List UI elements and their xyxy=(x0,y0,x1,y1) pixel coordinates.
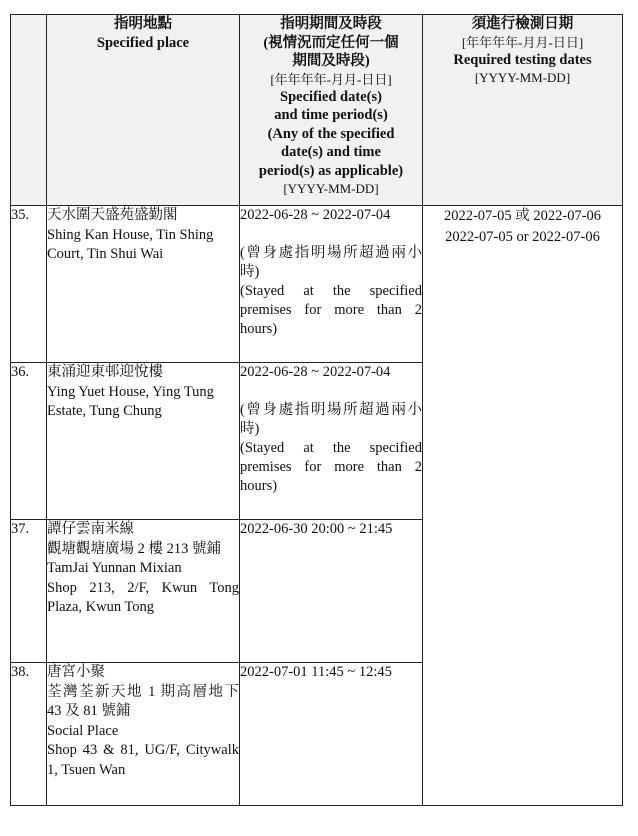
period-range: 2022-06-28 ~ 2022-07-04 xyxy=(240,207,391,223)
header-dates-format-en: [YYYY-MM-DD] xyxy=(474,70,571,85)
header-specified-period xyxy=(240,15,423,206)
period-cell xyxy=(240,206,423,363)
period-note-zh: (曾身處指明場所超過兩小時) xyxy=(240,245,422,280)
required-dates-en: 2022-07-05 or 2022-07-06 xyxy=(445,229,600,245)
header-dates-en: Required testing dates xyxy=(453,51,592,68)
place-address-en: Shop 213, 2/F, Kwun Tong Plaza, Kwun Tong xyxy=(47,579,239,615)
place-address-en: Shop 43 & 81, UG/F, Citywalk 1, Tsuen Wan xyxy=(47,742,239,778)
header-period-zh-2: (視情況而定任何一個 xyxy=(263,34,399,51)
row-number: 36. xyxy=(11,363,47,520)
place-name-zh: 譚仔雲南米線 xyxy=(47,521,134,537)
place-name-en: Ying Yuet House, Ying Tung Estate, Tung Chung xyxy=(47,383,214,419)
header-period-zh-1: 指明期間及時段 xyxy=(280,16,382,32)
header-period-en-4: date(s) and time xyxy=(281,144,381,160)
place-name-en: Social Place xyxy=(47,722,119,739)
period-note-en: (Stayed at the specified premises for more than 2 hours) xyxy=(240,440,422,494)
header-place-en: Specified place xyxy=(96,34,190,51)
required-dates-cell xyxy=(423,206,623,806)
row-number: 38. xyxy=(11,663,47,806)
place-name-en: Shing Kan House, Tin Shing Court, Tin Shui Wai xyxy=(47,226,214,262)
header-period-format-zh: [年年年年-月月-日日] xyxy=(270,71,392,87)
header-period-en-3: (Any of the specified xyxy=(267,125,395,142)
period-range: 2022-06-28 ~ 2022-07-04 xyxy=(240,364,391,380)
header-number-column xyxy=(11,15,47,206)
place-name-zh: 東涌迎東邨迎悅樓 xyxy=(47,364,163,380)
place-cell xyxy=(47,663,240,806)
place-address-zh: 觀塘觀塘廣場 2 樓 213 號鋪 xyxy=(47,540,221,557)
specified-places-table xyxy=(10,14,623,806)
place-address-zh: 荃灣荃新天地 1 期高層地下 43 及 81 號鋪 xyxy=(47,683,239,719)
header-period-en-2: and time period(s) xyxy=(274,107,388,123)
place-name-zh: 唐宮小聚 xyxy=(47,664,105,680)
place-cell xyxy=(47,206,240,363)
table-row xyxy=(11,206,623,363)
period-range: 2022-07-01 11:45 ~ 12:45 xyxy=(240,664,392,680)
period-note-zh: (曾身處指明場所超過兩小時) xyxy=(240,402,422,437)
period-cell xyxy=(240,520,423,663)
header-place-zh: 指明地點 xyxy=(114,16,172,32)
period-note-en: (Stayed at the specified premises for more than 2 hours) xyxy=(240,283,422,337)
header-required-testing-dates xyxy=(423,15,623,206)
required-dates-zh: 2022-07-05 或 2022-07-06 xyxy=(443,208,602,224)
place-cell xyxy=(47,520,240,663)
row-number: 35. xyxy=(11,206,47,363)
header-period-zh-3: 期間及時段) xyxy=(292,53,370,69)
header-period-en-5: period(s) as applicable) xyxy=(258,162,404,179)
place-cell xyxy=(47,363,240,520)
header-period-format-en: [YYYY-MM-DD] xyxy=(283,181,379,196)
row-number: 37. xyxy=(11,520,47,663)
header-dates-format-zh: [年年年年-月月-日日] xyxy=(461,34,584,50)
header-dates-zh: 須進行檢測日期 xyxy=(471,16,574,32)
period-range: 2022-06-30 20:00 ~ 21:45 xyxy=(240,521,393,537)
header-specified-place xyxy=(47,15,240,206)
place-name-en: TamJai Yunnan Mixian xyxy=(47,560,182,576)
header-period-en-1: Specified date(s) xyxy=(280,88,382,105)
place-name-zh: 天水圍天盛苑盛勤閣 xyxy=(47,207,178,223)
table-header-row xyxy=(11,15,623,206)
period-cell xyxy=(240,363,423,520)
period-cell xyxy=(240,663,423,806)
